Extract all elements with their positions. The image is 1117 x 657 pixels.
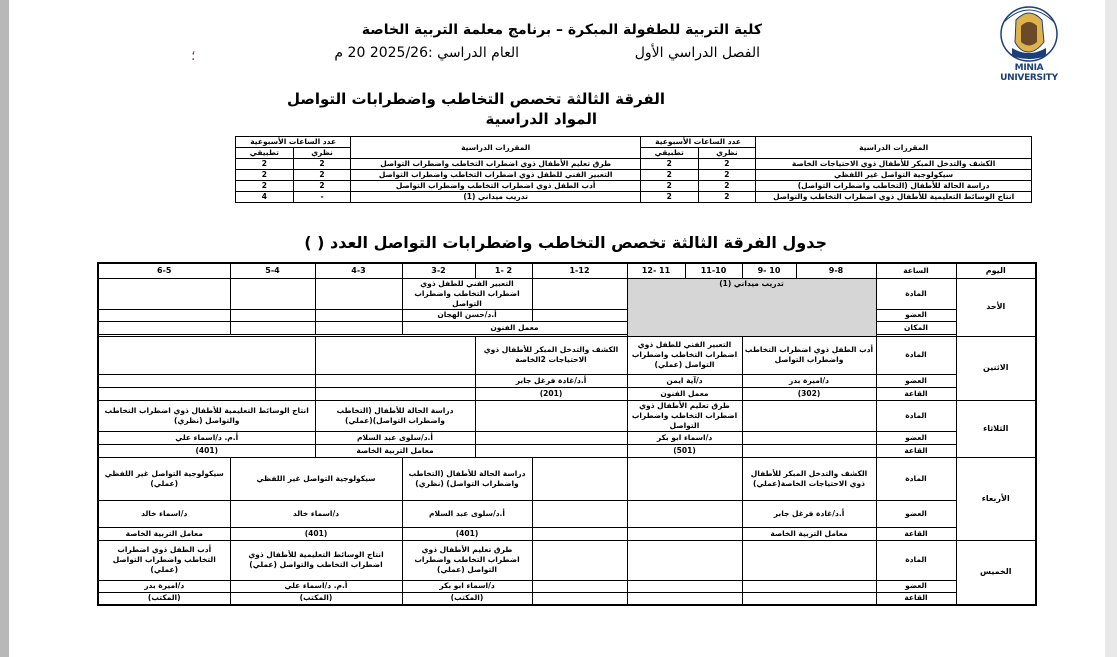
empty-cell xyxy=(230,321,315,334)
subject-cell: التعبير الفني للطفل ذوي اضطراب التخاطب واضطراب التواصل xyxy=(402,278,532,309)
empty-cell xyxy=(475,444,627,457)
stray-mark: ؛ xyxy=(191,48,196,64)
time-slot: 4-3 xyxy=(315,263,402,278)
empty-cell xyxy=(475,431,627,444)
table-row xyxy=(98,431,1036,444)
theory-hours: 2 xyxy=(698,181,756,192)
right-frame-edge xyxy=(1105,0,1117,657)
member-cell: د/آية ايمن xyxy=(627,374,742,387)
row-label-member: العضو xyxy=(876,309,956,321)
course-name: تدريب ميداني (1) xyxy=(351,192,641,203)
table-row xyxy=(98,278,1036,309)
time-slot: 6-5 xyxy=(98,263,230,278)
empty-cell xyxy=(98,336,315,374)
courses-header-row xyxy=(236,137,1032,148)
empty-cell xyxy=(742,592,876,605)
table-row xyxy=(98,580,1036,592)
hall-cell: معامل التربية الخاصة xyxy=(315,444,475,457)
practical-hours: 4 xyxy=(236,192,294,203)
empty-cell xyxy=(532,309,627,321)
subject-cell: أدب الطفل ذوي اضطراب التخاطب واضطراب التواصل xyxy=(742,336,876,374)
subject-cell: طرق تعليم الأطفال ذوي اضطراب التخاطب واضطراب التواصل xyxy=(627,400,742,431)
table-row xyxy=(98,336,1036,374)
subject-cell: الكشف والتدخل المبكر للأطفال ذوي الاحتياجات 2الخاصة xyxy=(475,336,627,374)
practical-hours: 2 xyxy=(640,181,698,192)
hall-cell: (302) xyxy=(742,387,876,400)
empty-cell xyxy=(230,309,315,321)
table-row xyxy=(98,400,1036,431)
empty-cell xyxy=(627,540,742,580)
member-cell: أ.د/غادة فرغل جابر xyxy=(475,374,627,387)
empty-cell xyxy=(98,321,230,334)
row-label-place: المكان xyxy=(876,321,956,334)
table-row xyxy=(98,527,1036,540)
row-label-member: العضو xyxy=(876,431,956,444)
time-slot: 11 -12 xyxy=(627,263,685,278)
schedule-header-row xyxy=(98,263,1036,278)
hall-cell: معامل التربية الخاصة xyxy=(98,527,230,540)
practical-hours: 2 xyxy=(640,159,698,170)
member-cell: د/اميرة بدر xyxy=(742,374,876,387)
member-cell: د/اسماء ابو بكر xyxy=(402,580,532,592)
empty-cell xyxy=(532,457,627,500)
hall-cell: (401) xyxy=(98,444,315,457)
logo-caption: MINIA UNIVERSITY xyxy=(1000,63,1058,83)
row-label-subject: المادة xyxy=(876,400,956,431)
empty-cell xyxy=(532,527,627,540)
table-row xyxy=(98,500,1036,527)
empty-cell xyxy=(475,400,627,431)
row-label-member: العضو xyxy=(876,580,956,592)
subject-cell: طرق تعليم الأطفال ذوي اضطراب التخاطب واضطراب التواصل (عملي) xyxy=(402,540,532,580)
academic-year-label: العام الدراسي :2025/26 20 م xyxy=(334,45,519,61)
hall-cell: (401) xyxy=(230,527,402,540)
member-cell: د/اسماء خالد xyxy=(230,500,402,527)
course-name: أدب الطفل ذوي اضطراب التخاطب واضطراب التواصل xyxy=(351,181,641,192)
empty-cell xyxy=(98,309,230,321)
empty-cell xyxy=(98,278,230,309)
row-label-subject: المادة xyxy=(876,336,956,374)
course-name: طرق تعليم الأطفال ذوي اضطراب التخاطب واضطراب التواصل xyxy=(351,159,641,170)
empty-cell xyxy=(627,500,742,527)
table-row xyxy=(98,592,1036,605)
empty-cell xyxy=(742,431,876,444)
table-row xyxy=(98,321,1036,334)
left-frame-edge xyxy=(0,0,9,657)
level-title: الفرقة الثالثة تخصص التخاطب واضطرابات التواصل xyxy=(286,90,665,108)
member-cell: أ.م. د/اسماء علي xyxy=(98,431,315,444)
member-cell: أ.م. د/اسماء علي xyxy=(230,580,402,592)
hours-col-header: عدد الساعات الأسبوعية xyxy=(236,137,351,148)
theory-hours: 2 xyxy=(293,181,351,192)
practical-hours: 2 xyxy=(640,170,698,181)
empty-cell xyxy=(98,387,315,400)
row-label-hall: القاعة xyxy=(876,592,956,605)
day-monday: الاثنين xyxy=(956,336,1036,400)
row-label-hall: القاعة xyxy=(876,387,956,400)
empty-cell xyxy=(532,540,627,580)
time-slot: 1-12 xyxy=(532,263,627,278)
day-sunday: الأحد xyxy=(956,278,1036,336)
time-slot: 11-10 xyxy=(685,263,742,278)
subject-cell: انتاج الوسائط التعليمية للأطفال ذوي اضطراب التخاطب والتواصل (نظري) xyxy=(98,400,315,431)
time-slot: 9-8 xyxy=(796,263,876,278)
time-slot: 3-2 xyxy=(402,263,475,278)
row-label-member: العضو xyxy=(876,374,956,387)
hall-cell: (201) xyxy=(475,387,627,400)
day-thursday: الخميس xyxy=(956,540,1036,605)
practical-hours: 2 xyxy=(640,192,698,203)
subject-cell: سيكولوجية التواصل غير اللفظي (عملي) xyxy=(98,457,230,500)
row-label-subject: المادة xyxy=(876,457,956,500)
empty-cell xyxy=(627,457,742,500)
empty-cell xyxy=(315,387,475,400)
theory-hours: 2 xyxy=(293,159,351,170)
practical-col-header: تطبيقي xyxy=(640,148,698,159)
empty-cell xyxy=(532,580,627,592)
time-slot: 2 -1 xyxy=(475,263,532,278)
hall-cell: (501) xyxy=(627,444,742,457)
day-header: اليوم xyxy=(956,263,1036,278)
empty-cell xyxy=(627,580,742,592)
course-col-header: المقررات الدراسية xyxy=(756,137,1032,159)
empty-cell xyxy=(532,278,627,309)
table-row xyxy=(98,309,1036,321)
table-row xyxy=(98,540,1036,580)
course-name: الكشف والتدخل المبكر للأطفال ذوي الاحتياجات الخاصة xyxy=(756,159,1032,170)
course-name: التعبير الفني للطفل ذوي اضطراب التخاطب واضطراب التواصل xyxy=(351,170,641,181)
subject-cell: الكشف والتدخل المبكر للأطفال ذوي الاحتياجات الخاصة(عملي) xyxy=(742,457,876,500)
member-cell: أ.د/سلوى عبد السلام xyxy=(402,500,532,527)
member-cell: أ.د/غادة فرغل جابر xyxy=(742,500,876,527)
empty-cell xyxy=(742,444,876,457)
course-name: سيكولوجية التواصل غير اللفظي xyxy=(756,170,1032,181)
table-row xyxy=(236,170,1032,181)
member-cell: أ.د/سلوى عبد السلام xyxy=(315,431,475,444)
empty-cell xyxy=(742,580,876,592)
hall-cell: معامل التربية الخاصة xyxy=(742,527,876,540)
row-label-member: العضو xyxy=(876,500,956,527)
empty-cell xyxy=(315,336,475,374)
theory-col-header: نظري xyxy=(293,148,351,159)
empty-cell xyxy=(98,374,315,387)
table-row xyxy=(98,387,1036,400)
empty-cell xyxy=(532,592,627,605)
empty-cell xyxy=(742,400,876,431)
theory-hours: 2 xyxy=(698,170,756,181)
row-label-hall: القاعة xyxy=(876,444,956,457)
semester-label: الفصل الدراسي الأول xyxy=(634,45,760,61)
subjects-title: المواد الدراسية xyxy=(485,110,597,128)
member-cell: أ.د/حسن الهجان xyxy=(402,309,532,321)
practical-hours: 2 xyxy=(236,159,294,170)
hall-cell: (401) xyxy=(402,527,532,540)
day-wednesday: الأربعاء xyxy=(956,457,1036,540)
subject-cell: سيكولوجية التواصل غير اللفظي xyxy=(230,457,402,500)
member-cell: د/اميرة بدر xyxy=(98,580,230,592)
member-cell: د/اسماء ابو بكر xyxy=(627,431,742,444)
hall-cell: (المكتب) xyxy=(230,592,402,605)
day-tuesday: الثلاثاء xyxy=(956,400,1036,457)
empty-cell xyxy=(315,321,402,334)
practical-hours: 2 xyxy=(236,170,294,181)
theory-hours: 2 xyxy=(698,192,756,203)
empty-cell xyxy=(315,278,402,309)
hall-cell: معمل الفنون xyxy=(627,387,742,400)
subject-cell: دراسة الحالة للأطفال (التخاطب واضطراب التواصل)(عملي) xyxy=(315,400,475,431)
empty-cell xyxy=(230,278,315,309)
empty-cell xyxy=(742,540,876,580)
table-row xyxy=(236,159,1032,170)
subject-cell: دراسة الحالة للأطفال (التخاطب واضطراب التواصل) (نظري) xyxy=(402,457,532,500)
theory-col-header: نظري xyxy=(698,148,756,159)
subject-cell: انتاج الوسائط التعليمية للأطفال ذوي اضطراب التخاطب والتواصل (عملي) xyxy=(230,540,402,580)
hours-col-header: عدد الساعات الأسبوعية xyxy=(640,137,755,148)
table-row xyxy=(98,374,1036,387)
row-label-hall: القاعة xyxy=(876,527,956,540)
subject-cell: أدب الطفل ذوي اضطراب التخاطب واضطراب التواصل (عملي) xyxy=(98,540,230,580)
field-training-cell: تدريب ميداني (1) xyxy=(627,278,876,336)
theory-hours: 2 xyxy=(698,159,756,170)
time-slot: 5-4 xyxy=(230,263,315,278)
empty-cell xyxy=(315,309,402,321)
course-col-header: المقررات الدراسية xyxy=(351,137,641,159)
schedule-table xyxy=(97,262,1037,606)
empty-cell xyxy=(627,527,742,540)
practical-col-header: تطبيقي xyxy=(236,148,294,159)
place-cell: معمل الفنون xyxy=(402,321,627,334)
empty-cell xyxy=(627,592,742,605)
table-row xyxy=(98,444,1036,457)
theory-hours: - xyxy=(293,192,351,203)
course-name: انتاج الوسائط التعليمية للأطفال ذوي اضطراب التخاطب والتواصل xyxy=(756,192,1032,203)
practical-hours: 2 xyxy=(236,181,294,192)
row-label-subject: المادة xyxy=(876,278,956,309)
empty-cell xyxy=(315,374,475,387)
schedule-title: جدول الفرقة الثالثة تخصص التخاطب واضطرابات التواصل العدد ( ) xyxy=(304,233,827,252)
row-label-subject: المادة xyxy=(876,540,956,580)
faculty-title: كلية التربية للطفولة المبكرة – برنامج معلمة التربية الخاصة xyxy=(361,22,762,38)
table-row xyxy=(98,457,1036,500)
table-row xyxy=(236,181,1032,192)
hour-header: الساعة xyxy=(876,263,956,278)
time-slot: 10 -9 xyxy=(742,263,796,278)
course-name: دراسة الحالة للأطفال (التخاطب واضطراب التواصل) xyxy=(756,181,1032,192)
member-cell: د/اسماء خالد xyxy=(98,500,230,527)
theory-hours: 2 xyxy=(293,170,351,181)
subject-cell: التعبير الفني للطفل ذوي اضطراب التخاطب واضطراب التواصل (عملي) xyxy=(627,336,742,374)
empty-cell xyxy=(532,500,627,527)
courses-table xyxy=(235,136,1032,203)
table-row xyxy=(236,192,1032,203)
hall-cell: (المكتب) xyxy=(98,592,230,605)
hall-cell: (المكتب) xyxy=(402,592,532,605)
